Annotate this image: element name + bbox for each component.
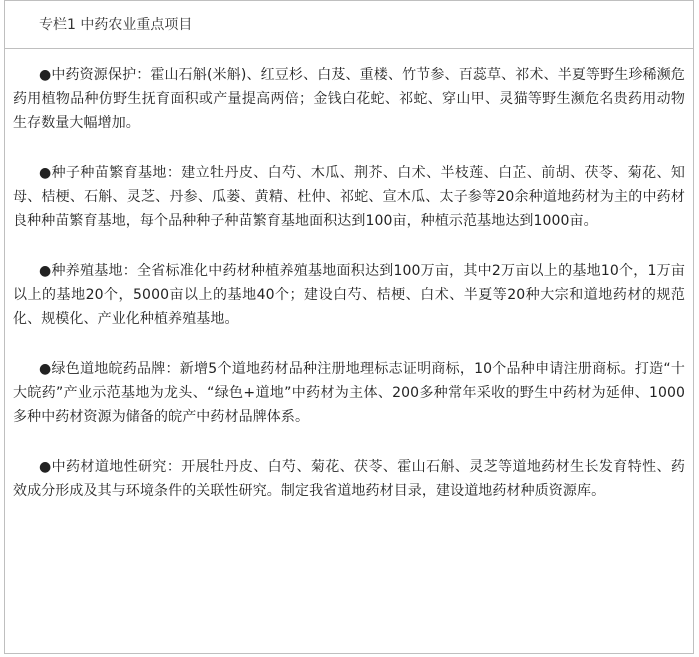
paragraph-planting-base: ●种养殖基地：全省标准化中药材种植养殖基地面积达到100万亩，其中2万亩以上的基地10个，1万亩以上的基地20个，5000亩以上的基地40个；建设白芍、桔梗、白术、半夏等20种大宗和道地药材的规范化、规模化、产业化种植养殖基地。 [13,263,685,327]
paragraph-seed-breeding: ●种子种苗繁育基地：建立牡丹皮、白芍、木瓜、荆芥、白术、半枝莲、白芷、前胡、茯苓、菊花、知母、桔梗、石斛、灵芝、丹参、瓜蒌、黄精、杜仲、祁蛇、宣木瓜、太子参等20余种道地药材为主的中药材良种种苗繁育基地，每个品种种子种苗繁育基地面积达到100亩，种植示范基地达到1000亩。 [13,165,685,229]
paragraph-resource-protection: ●中药资源保护：霍山石斛(米斛)、红豆杉、白芨、重楼、竹节参、百蕊草、祁术、半夏等野生珍稀濒危药用植物品种仿野生抚育面积或产量提高两倍；金钱白花蛇、祁蛇、穿山甲、灵猫等野生濒危名贵药用动物生存数量大幅增加。 [13,67,685,131]
column-box [4,0,694,654]
column-content [5,49,693,503]
paragraph-green-brand: ●绿色道地皖药品牌：新增5个道地药材品种注册地理标志证明商标，10个品种申请注册商标。打造“十大皖药”产业示范基地为龙头、“绿色+道地”中药材为主体、200多种常年采收的野生中药材为延伸、1000多种中药材资源为储备的皖产中药材品牌体系。 [13,361,685,425]
column-title: 专栏1 中药农业重点项目 [5,1,693,49]
paragraph-authenticity-research: ●中药材道地性研究：开展牡丹皮、白芍、菊花、茯苓、霍山石斛、灵芝等道地药材生长发育特性、药效成分形成及其与环境条件的关联性研究。制定我省道地药材目录，建设道地药材种质资源库。 [13,459,685,499]
